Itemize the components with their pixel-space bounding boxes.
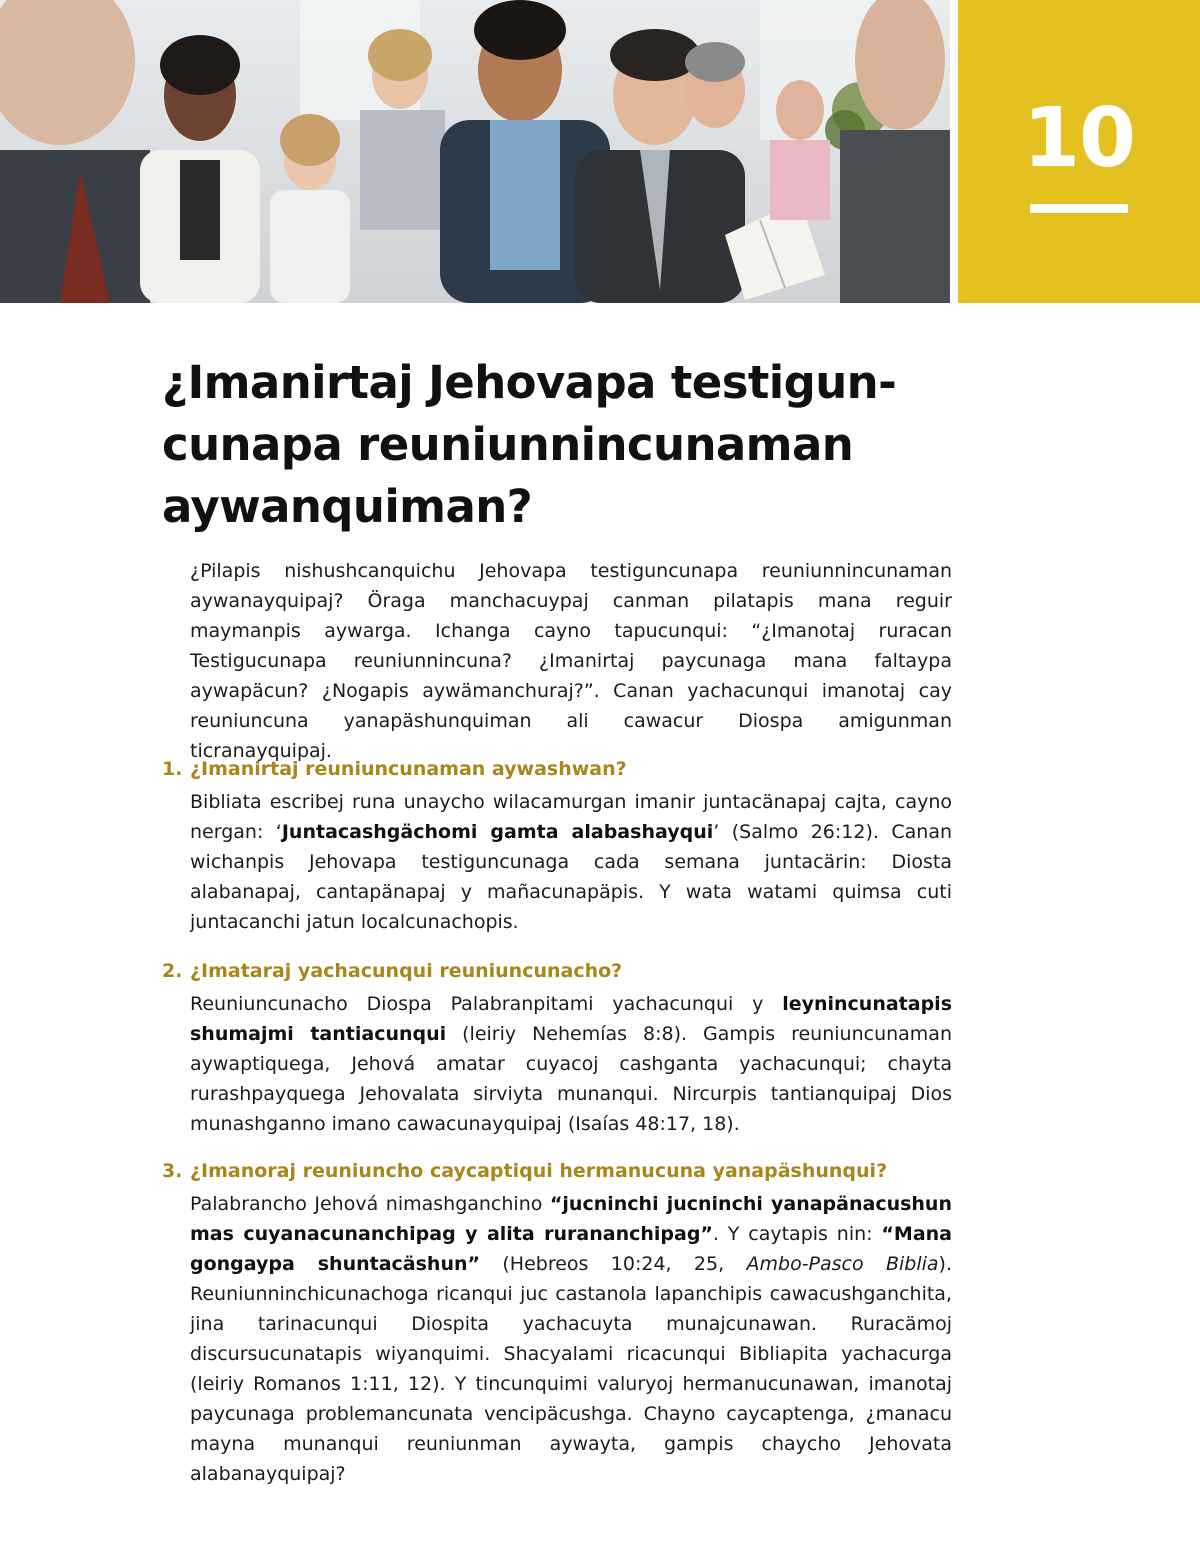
question-number: 2. — [162, 960, 183, 982]
lesson-title — [162, 352, 962, 538]
intro-paragraph: ¿Pilapis nishushcanquichu Jehovapa testiguncunapa reuniunnincunaman aywanayquipaj? Öraga manchacuypaj canman pilatapis mana reguir maymanpis aywarga. Ichanga cayno tapucunqui: “¿Imanotaj ruracan Testigucunapa reuniunnincuna? ¿Imanirtaj paycunaga mana faltaypa aywapäcun? ¿Nogapis aywämanchuraj?”. Canan yachacunqui imanotaj cay reuniuncuna yanapäshunquiman ali cawacur Diospa amigunman ticranayquipaj. — [190, 560, 952, 762]
question-section-3 — [162, 1157, 952, 1489]
answer-text: . Y caytapis nin: — [712, 1223, 882, 1245]
question-heading — [162, 957, 952, 985]
header-photo — [0, 0, 950, 303]
answer-bold-text: Juntacashgächomi gamta alabashayqui — [281, 821, 714, 843]
answer-paragraph — [190, 787, 952, 937]
question-text: ¿Imanoraj reuniuncho caycaptiqui hermanucuna yanapäshunqui? — [190, 1160, 888, 1182]
question-number: 3. — [162, 1160, 183, 1182]
meeting-photo-illustration — [0, 0, 950, 303]
answer-text: ’ (Salmo 26:12). Canan wichanpis Jehovapa testiguncunaga cada semana juntacärin: Diosta alabanapaj, cantapänapaj y mañacunapäpis. Y wata watami quimsa cuti juntacanchi jatun localcunachopis. — [190, 821, 952, 933]
answer-bold-text: “jucninchi jucninchi yanapänacushun mas cuyanacunanchipag y alita rurananchipag” — [190, 1193, 952, 1245]
title-line: aywanquiman? — [162, 480, 533, 533]
answer-text: Palabrancho Jehová nimashganchino — [190, 1193, 550, 1215]
lesson-number: 10 — [1022, 91, 1136, 186]
question-heading — [162, 1157, 952, 1185]
question-number: 1. — [162, 758, 183, 780]
title-line: cunapa reuniunnincunaman — [162, 418, 854, 471]
answer-text: Reuniuncunacho Diospa Palabranpitami yachacunqui y — [190, 993, 783, 1015]
answer-paragraph — [190, 989, 952, 1139]
lesson-number-block — [958, 0, 1200, 303]
title-line: ¿Imanirtaj Jehovapa testigun- — [162, 356, 897, 409]
question-section-1 — [162, 755, 952, 937]
answer-text: Bibliata escribej runa unaycho wilacamurgan imanir juntacänapaj cajta, cayno nergan: ‘ — [190, 791, 952, 843]
question-text: ¿Imataraj yachacunqui reuniuncunacho? — [190, 960, 623, 982]
answer-text: (leiriy Nehemías 8:8). Gampis reuniuncunaman aywaptiquega, Jehová amatar cuyacoj cashganta yachacunqui; chayta rurashpayquega Jehovalata sirviyta munanqui. Nircurpis tantianquipaj Dios munashganno imano cawacunayquipaj (Isaías 48:17, 18). — [190, 1023, 952, 1135]
question-heading — [162, 755, 952, 783]
lesson-number-rule — [1030, 204, 1128, 213]
answer-bold-text: leynincunatapis shumajmi tantiacunqui — [190, 993, 952, 1045]
answer-italic-text: Ambo-Pasco Biblia — [746, 1253, 939, 1275]
question-section-2 — [162, 957, 952, 1139]
answer-paragraph — [190, 1189, 952, 1489]
answer-text: ). Reuniunninchicunachoga ricanqui juc castanola lapanchipis cawacushganchita, jina tarinacunqui Diospita yachacuyta munajcunawan. Ruracämoj discursucunatapis wiyanquimi. Shacyalami ricacunqui Bibliapita yachacurga (leiriy Romanos 1:11, 12). Y tincunquimi valuryoj hermanucunawan, imanotaj paycunaga problemancunata vencipäcushga. Chayno caycaptenga, ¿manacu mayna munanqui reuniunman aywayta, gampis chaycho Jehovata alabanayquipaj? — [190, 1253, 952, 1485]
question-text: ¿Imanirtaj reuniuncunaman aywashwan? — [190, 758, 627, 780]
answer-bold-text: “Mana gongaypa shuntacäshun” — [190, 1223, 952, 1275]
answer-text: (Hebreos 10:24, 25, — [480, 1253, 747, 1275]
